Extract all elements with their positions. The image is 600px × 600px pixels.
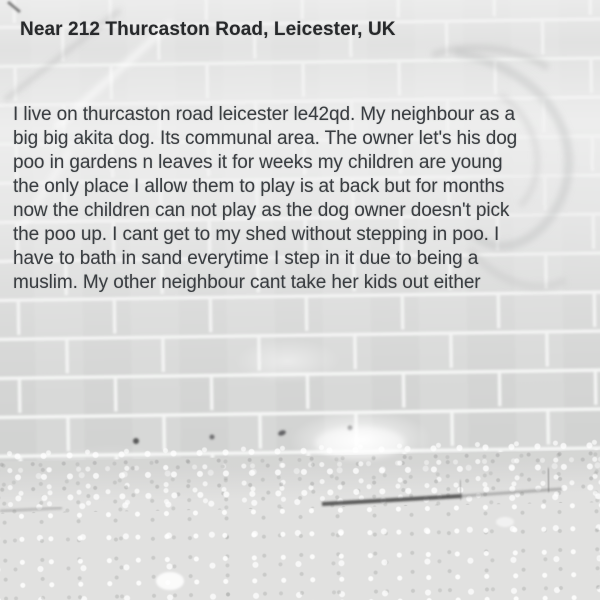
- report-line: I live on thurcaston road leicester le42qd. My neighbour as a: [13, 104, 515, 125]
- report-line: poo in gardens n leaves it for weeks my children are young: [13, 152, 503, 173]
- wall-base-shadow: [0, 468, 562, 511]
- report-line: the only place I allow them to play is at back but for months: [13, 176, 505, 197]
- report-line: big big akita dog. Its communal area. The owner let's his dog: [13, 128, 518, 149]
- report-description: [13, 103, 517, 295]
- report-line: have to bath in sand everytime I step in it due to being a: [13, 248, 479, 269]
- report-line: the poo up. I cant get to my shed without stepping in poo. I: [13, 224, 500, 245]
- report-line: now the children can not play as the dog owner doesn't pick: [13, 200, 510, 221]
- report-line: muslim. My other neighbour cant take her kids out either: [13, 272, 481, 293]
- page-title: Near 212 Thurcaston Road, Leicester, UK: [20, 19, 396, 40]
- ground-stones: [156, 427, 514, 590]
